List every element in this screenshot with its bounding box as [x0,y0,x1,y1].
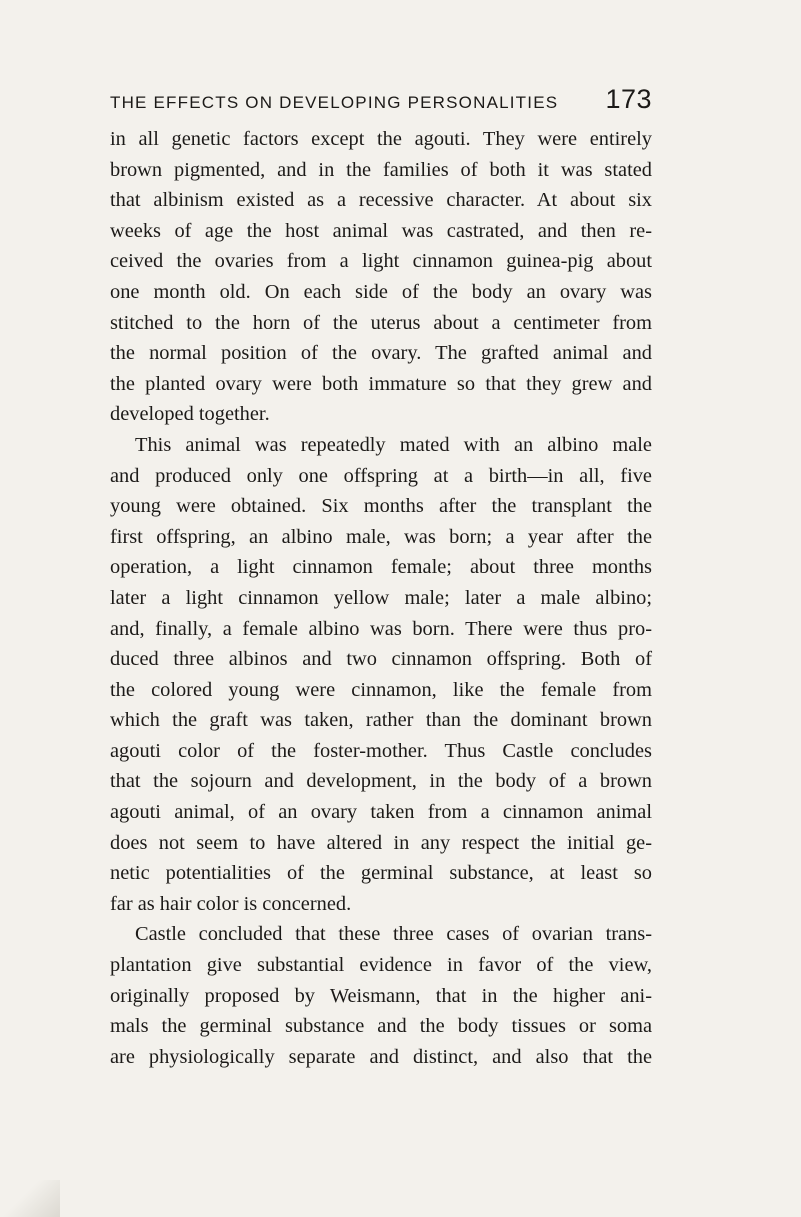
text-line: later a light cinnamon yellow male; later a male albino; [110,586,652,609]
text-line: This animal was repeatedly mated with an albino male [135,433,652,456]
text-line: far as hair color is concerned. [110,892,352,915]
running-head [110,84,652,120]
text-line: the planted ovary were both immature so that they grew and [110,372,652,395]
running-title: THE EFFECTS ON DEVELOPING PERSONALITIES [110,93,559,112]
text-line: agouti color of the foster-mother. Thus Castle concludes [110,739,652,762]
paragraph-2 [110,430,652,920]
text-line: and, finally, a female albino was born. There were thus pro- [110,617,652,640]
text-line: does not seem to have altered in any respect the initial ge- [110,831,652,854]
text-line: are physiologically separate and distinct, and also that the [110,1045,652,1068]
text-line: that the sojourn and development, in the body of a brown [110,770,652,793]
text-line: the normal position of the ovary. The grafted animal and [110,342,652,365]
text-line: and produced only one offspring at a birth—in all, five [110,464,652,487]
text-line: the colored young were cinnamon, like the female from [110,678,652,701]
text-line: which the graft was taken, rather than the dominant brown [110,709,652,732]
text-line: operation, a light cinnamon female; about three months [110,556,652,579]
text-line: plantation give substantial evidence in favor of the view, [110,954,652,977]
text-line: duced three albinos and two cinnamon offspring. Both of [110,648,652,671]
text-line: stitched to the horn of the uterus about a centimeter from [110,311,652,334]
scan-artifact [0,1180,60,1217]
text-line: weeks of age the host animal was castrated, and then re- [110,219,652,242]
text-line: first offspring, an albino male, was born; a year after the [110,525,652,548]
text-line: in all genetic factors except the agouti. They were entirely [110,128,652,150]
text-line: developed together. [110,403,270,426]
text-line: brown pigmented, and in the families of both it was stated [110,158,652,181]
text-line: netic potentialities of the germinal substance, at least so [110,862,652,885]
text-line: one month old. On each side of the body an ovary was [110,280,652,303]
paragraph-1 [110,124,652,430]
text-line: agouti animal, of an ovary taken from a cinnamon animal [110,801,652,824]
page-number: 173 [605,84,652,114]
text-line: mals the germinal substance and the body tissues or soma [110,1015,652,1038]
text-line: ceived the ovaries from a light cinnamon guinea-pig about [110,250,652,273]
body-text [110,124,652,1072]
paragraph-3 [110,919,652,1072]
text-line: Castle concluded that these three cases of ovarian trans- [135,923,652,946]
text-line: originally proposed by Weismann, that in the higher ani- [110,984,652,1007]
text-line: young were obtained. Six months after the transplant the [110,495,652,518]
text-line: that albinism existed as a recessive character. At about six [110,189,652,212]
